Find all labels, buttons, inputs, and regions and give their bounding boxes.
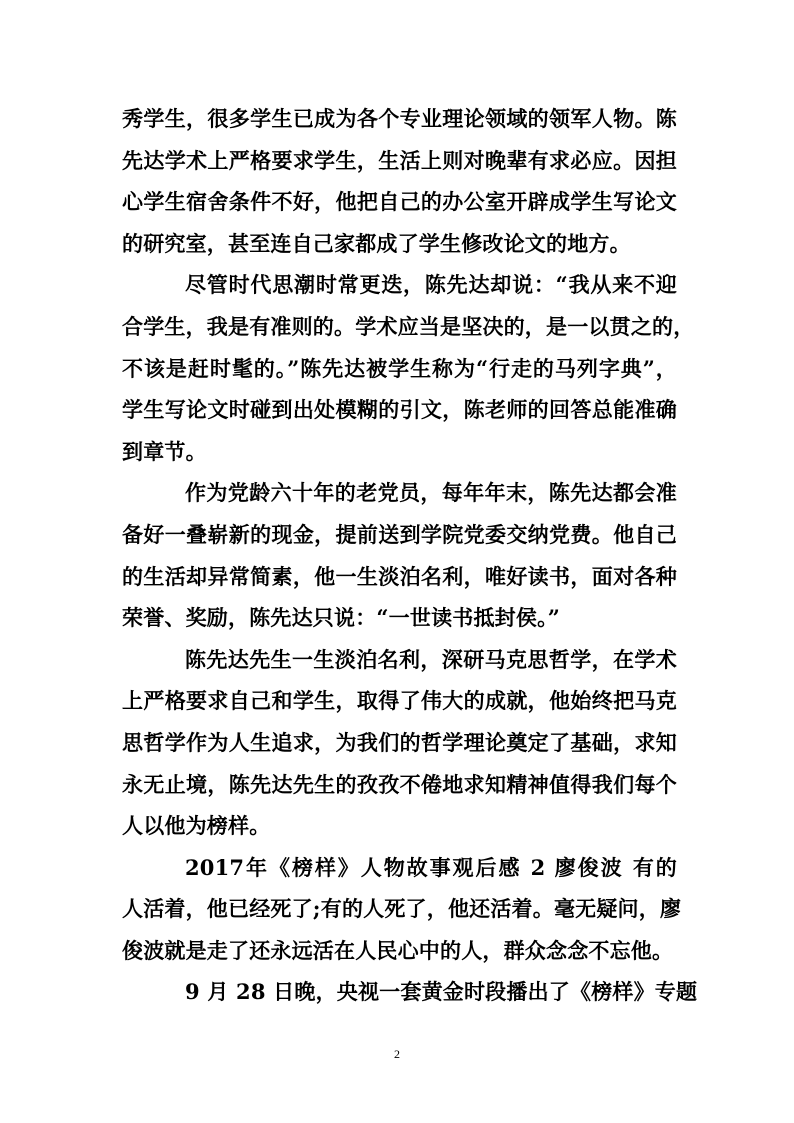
page-number: 2 [394, 1047, 400, 1061]
text-line: 荣誉、奖励，陈先达只说：“一世读书抵封侯。” [122, 605, 561, 631]
text-line: 2017年《榜样》人物故事观后感 2 廖俊波 有的 [185, 854, 677, 880]
text-line: 上严格要求自己和学生，取得了伟大的成就，他始终把马克 [122, 688, 677, 714]
text-line: 的生活却异常简素，他一生淡泊名利，唯好读书，面对各种 [122, 563, 677, 589]
text-line: 陈先达先生一生淡泊名利，深研马克思哲学，在学术 [185, 646, 677, 672]
paragraph-4 [122, 639, 677, 847]
text-line: 的研究室，甚至连自己家都成了学生修改论文的地方。 [122, 230, 631, 256]
text-line: 备好一叠崭新的现金，提前送到学院党委交纳党费。他自己 [122, 521, 677, 547]
text-line: 9 月 28 日晚，央视一套黄金时段播出了《榜样》专题 [185, 979, 698, 1005]
text-line: 心学生宿舍条件不好，他把自己的办公室开辟成学生写论文 [122, 189, 677, 215]
paragraph-2 [122, 264, 695, 472]
paragraph-3 [122, 472, 677, 638]
text-line: 人活着，他已经死了;有的人死了，他还活着。毫无疑问，廖 [122, 896, 682, 922]
text-line: 人以他为榜样。 [122, 813, 271, 839]
text-line: 尽管时代思潮时常更迭，陈先达却说：“我从来不迎 [185, 272, 677, 298]
paragraph-6 [122, 971, 698, 1013]
paragraph-1 [122, 98, 677, 264]
paragraph-5 [122, 847, 682, 972]
text-line: 到章节。 [122, 438, 207, 464]
text-line: 合学生，我是有准则的。学术应当是坚决的，是一以贯之的， [122, 313, 695, 339]
text-line: 思哲学作为人生追求，为我们的哲学理论奠定了基础，求知 [122, 729, 677, 755]
text-line: 作为党龄六十年的老党员，每年年末，陈先达都会准 [185, 480, 677, 506]
body-text [122, 98, 698, 1013]
text-line: 俊波就是走了还永远活在人民心中的人，群众念念不忘他。 [122, 937, 674, 963]
text-line: 秀学生，很多学生已成为各个专业理论领域的领军人物。陈 [122, 106, 677, 131]
text-line: 永无止境，陈先达先生的孜孜不倦地求知精神值得我们每个 [122, 771, 677, 797]
text-line: 先达学术上严格要求学生，生活上则对晚辈有求必应。因担 [122, 147, 677, 173]
text-line: 学生写论文时碰到出处模糊的引文，陈老师的回答总能准确 [122, 397, 677, 423]
text-line: 不该是赶时髦的。”陈先达被学生称为“行走的马列字典”， [122, 355, 677, 381]
